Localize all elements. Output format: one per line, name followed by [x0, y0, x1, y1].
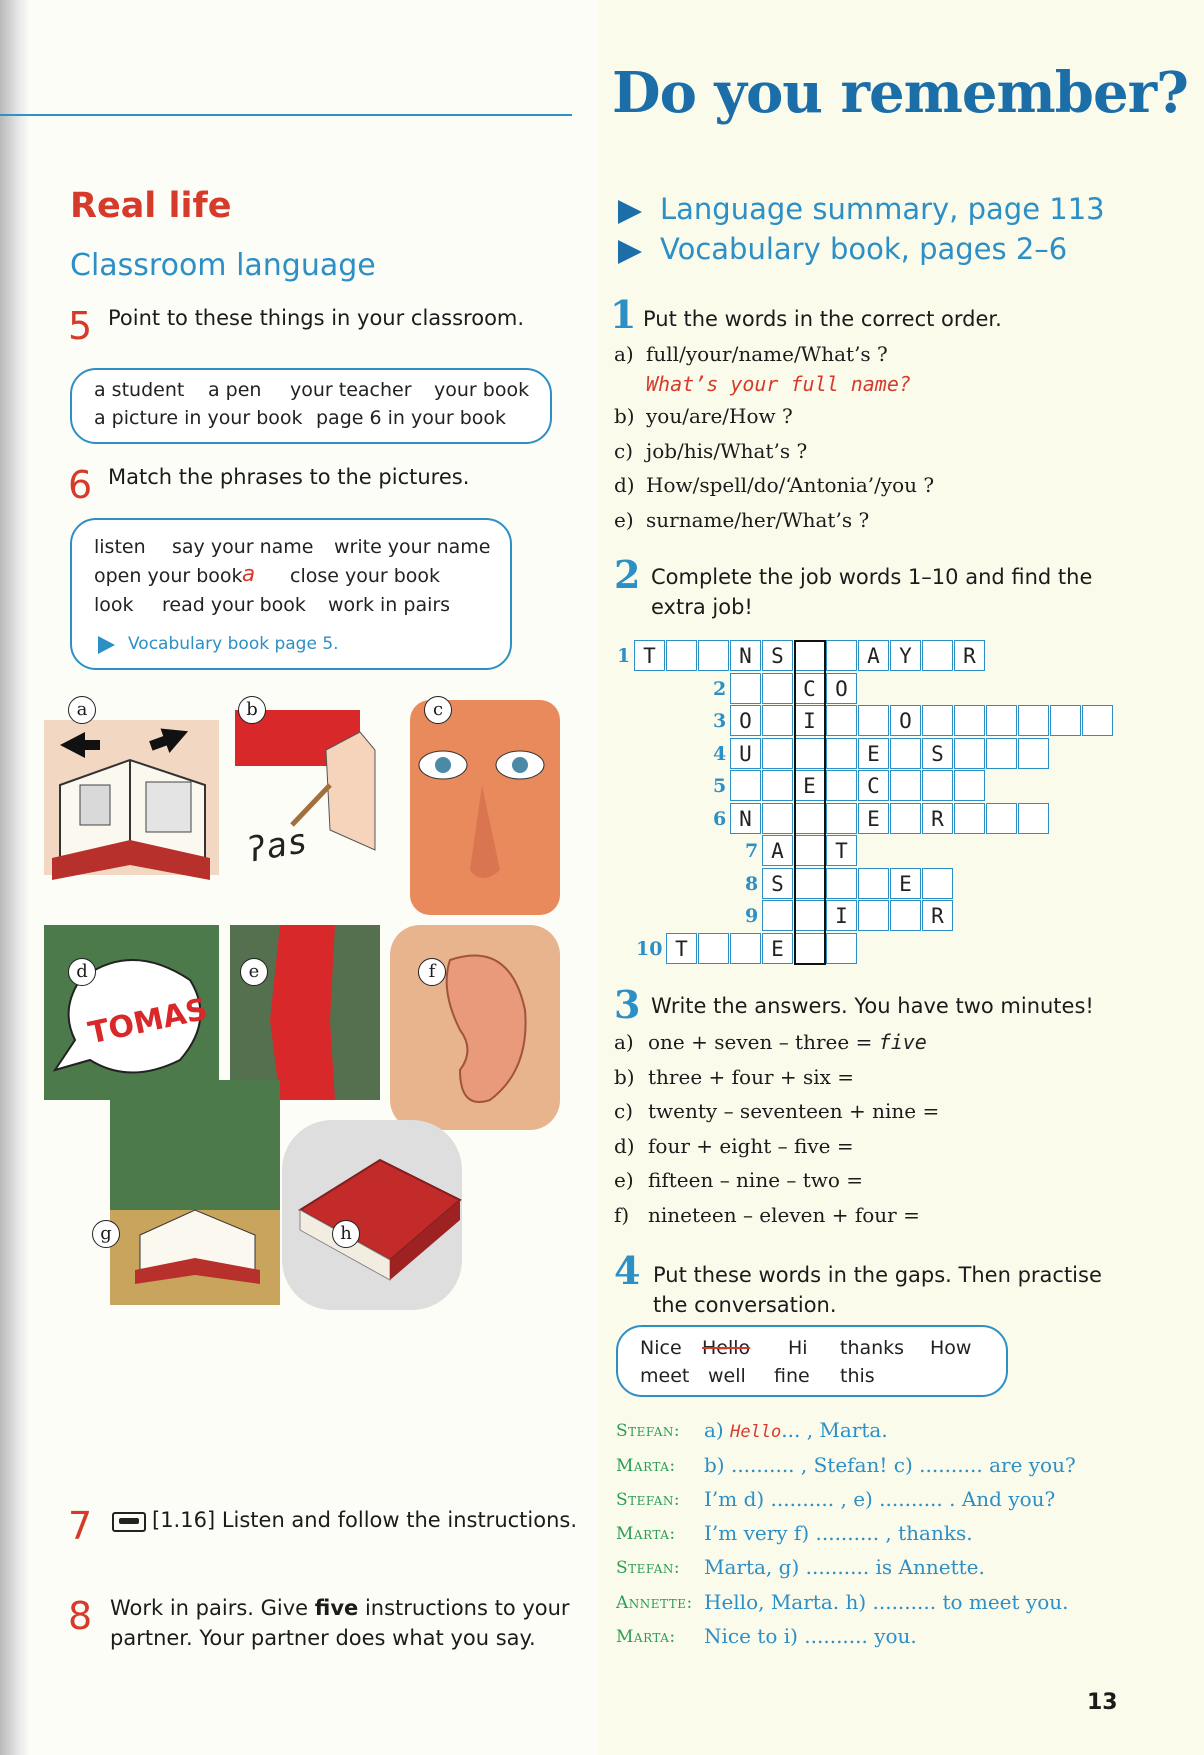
- dialogue-speaker: Marta:: [616, 1456, 676, 1476]
- ex3-item-label: f): [614, 1203, 630, 1227]
- word-box-item: Hi: [788, 1337, 808, 1359]
- crossword-cell[interactable]: T: [826, 835, 857, 866]
- ex3-item-text: twenty – seventeen + nine =: [648, 1099, 940, 1123]
- exercise-6-instruction: Match the phrases to the pictures.: [108, 465, 470, 489]
- crossword-cell[interactable]: [1082, 705, 1113, 736]
- picture-d-speech-bubble-icon: [44, 925, 219, 1100]
- exercise-5-instruction: Point to these things in your classroom.: [108, 306, 525, 330]
- crossword-cell[interactable]: [954, 803, 985, 834]
- speech-bubble-text: TOMAS: [85, 992, 211, 1052]
- crossword-cell[interactable]: [890, 900, 921, 931]
- crossword-cell[interactable]: R: [922, 803, 953, 834]
- pictures-illustrations: [30, 690, 570, 1370]
- crossword-cell[interactable]: C: [794, 673, 825, 704]
- ex1-item-text: How/spell/do/‘Antonia’/you ?: [646, 473, 935, 497]
- crossword-cell[interactable]: [986, 705, 1017, 736]
- dialogue-line: b) .......... , Stefan! c) .......... are you?: [704, 1453, 1076, 1477]
- ex3-item-label: c): [614, 1099, 634, 1123]
- ex1-item-label: b): [614, 404, 635, 428]
- word-box-item: look: [94, 594, 134, 616]
- crossword-cell[interactable]: I: [794, 705, 825, 736]
- section-title: Real life: [70, 186, 232, 226]
- exercise-6-word-box: [70, 518, 512, 670]
- picture-a-open-book-icon: [44, 720, 219, 880]
- crossword-cell[interactable]: S: [762, 640, 793, 671]
- exercise-4-word-box: [616, 1325, 1008, 1397]
- crossword-cell[interactable]: [922, 770, 953, 801]
- crossword-cell[interactable]: [826, 738, 857, 769]
- ex3-handwritten-answer: five: [878, 1030, 927, 1054]
- crossword-cell[interactable]: [922, 640, 953, 671]
- dialogue-speaker: Marta:: [616, 1627, 676, 1647]
- word-box-item: your teacher: [290, 379, 412, 401]
- crossword-cell[interactable]: N: [730, 640, 761, 671]
- word-box-item: Nice: [640, 1337, 682, 1359]
- word-box-item: write your name: [334, 536, 491, 558]
- crossword-cell[interactable]: [1050, 705, 1081, 736]
- ex1-item-label: a): [614, 342, 634, 366]
- crossword-row-number: 2: [713, 677, 727, 700]
- crossword-row-number: 7: [745, 840, 759, 862]
- picture-label: b: [238, 696, 266, 724]
- crossword-cell[interactable]: A: [858, 640, 889, 671]
- word-box-item: read your book: [162, 594, 306, 616]
- ex1-item-text: surname/her/What’s ?: [646, 508, 870, 532]
- dialogue-speaker: Annette:: [616, 1593, 693, 1613]
- picture-label: d: [68, 958, 96, 986]
- crossword-cell[interactable]: [954, 738, 985, 769]
- crossword-cell[interactable]: Y: [890, 640, 921, 671]
- crossword-cell[interactable]: [922, 705, 953, 736]
- exercise-6-number: 6: [68, 463, 93, 507]
- exercise-7-number: 7: [68, 1504, 93, 1548]
- crossword-cell[interactable]: [890, 738, 921, 769]
- word-box-item: say your name: [172, 536, 314, 558]
- crossword-cell[interactable]: [730, 933, 761, 964]
- crossword-cell[interactable]: O: [826, 673, 857, 704]
- crossword-cell[interactable]: [762, 900, 793, 931]
- picture-g-reading-icon: [110, 1080, 280, 1305]
- ex3-item-label: d): [614, 1134, 635, 1158]
- crossword-cell[interactable]: [826, 933, 857, 964]
- ex1-item-label: c): [614, 439, 634, 463]
- crossword-cell[interactable]: [954, 770, 985, 801]
- crossword-row-number: 8: [745, 872, 759, 895]
- crossword-cell[interactable]: N: [730, 803, 761, 834]
- picture-c-face-icon: [410, 700, 560, 915]
- crossword-cell[interactable]: [858, 868, 889, 899]
- exercise-3-instruction: Write the answers. You have two minutes!: [651, 994, 1094, 1018]
- audio-cassette-icon: [112, 1512, 146, 1532]
- crossword-cell[interactable]: [698, 933, 729, 964]
- exercise-1-number: 1: [610, 292, 637, 337]
- crossword-row-number: 5: [713, 775, 727, 797]
- dialogue-line: I’m d) .......... , e) .......... . And you?: [704, 1487, 1056, 1511]
- picture-label: c: [424, 696, 452, 724]
- handwritten-answer-a: a: [242, 562, 256, 587]
- picture-e-mouth-icon: [230, 925, 380, 1100]
- picture-label: e: [240, 958, 268, 986]
- section-subtitle: Classroom language: [70, 248, 376, 283]
- crossword-extra-job-column: [794, 640, 826, 965]
- crossword-cell[interactable]: [762, 705, 793, 736]
- play-arrow-icon: [98, 636, 115, 654]
- crossword-cell[interactable]: E: [858, 803, 889, 834]
- word-box-item: a picture in your book: [94, 407, 303, 429]
- exercise-2-instruction: Complete the job words 1–10 and find the: [651, 565, 1093, 589]
- crossword-cell[interactable]: T: [634, 640, 665, 671]
- crossword-cell[interactable]: I: [826, 900, 857, 931]
- picture-label: g: [92, 1220, 120, 1248]
- word-box-item: meet: [640, 1365, 690, 1387]
- crossword-cell[interactable]: R: [922, 900, 953, 931]
- page-gutter-shadow: [0, 0, 30, 1755]
- word-box-item: page 6 in your book: [316, 407, 507, 429]
- word-box-item: well: [708, 1365, 746, 1387]
- handwriting-sample: ʔas: [243, 820, 311, 871]
- exercise-2-number: 2: [614, 552, 641, 597]
- crossword-cell[interactable]: R: [954, 640, 985, 671]
- crossword-cell[interactable]: [986, 803, 1017, 834]
- ex3-item-text: four + eight – five =: [648, 1134, 854, 1158]
- play-arrow-icon: [618, 200, 642, 224]
- ex3-item-label: b): [614, 1065, 635, 1089]
- crossword-cell[interactable]: [922, 868, 953, 899]
- word-box-item: your book: [434, 379, 530, 401]
- dialogue-handwritten-answer: Hello: [730, 1422, 782, 1442]
- crossword-cell[interactable]: E: [890, 868, 921, 899]
- crossword-cell[interactable]: [1018, 738, 1049, 769]
- crossword-cell[interactable]: S: [762, 868, 793, 899]
- crossword-cell[interactable]: [762, 770, 793, 801]
- crossword-cell[interactable]: S: [922, 738, 953, 769]
- crossword-row-number: 9: [745, 905, 759, 927]
- crossword-cell[interactable]: [762, 673, 793, 704]
- word-box-item: a pen: [208, 379, 262, 401]
- header-rule: [0, 114, 572, 116]
- picture-label: a: [68, 696, 96, 724]
- crossword-cell[interactable]: C: [858, 770, 889, 801]
- dialogue-speaker: Stefan:: [616, 1490, 681, 1510]
- dialogue-speaker: Marta:: [616, 1524, 676, 1544]
- ex1-item-text: full/your/name/What’s ?: [646, 342, 888, 366]
- crossword-cell[interactable]: [826, 803, 857, 834]
- exercise-2-instruction-line-2: extra job!: [651, 595, 753, 619]
- picture-label: f: [418, 958, 446, 986]
- crossword-row-number: 4: [713, 742, 727, 765]
- word-box-item: How: [930, 1337, 972, 1359]
- word-box-item: a student: [94, 379, 185, 401]
- ex3-item-label: e): [614, 1168, 634, 1192]
- crossword-cell[interactable]: E: [794, 770, 825, 801]
- dialogue-line: Hello, Marta. h) .......... to meet you.: [704, 1590, 1069, 1614]
- crossword-cell[interactable]: [1018, 803, 1049, 834]
- exercise-4-instruction: Put these words in the gaps. Then practise: [653, 1263, 1102, 1287]
- play-arrow-icon: [618, 240, 642, 264]
- crossword-cell[interactable]: [1018, 705, 1049, 736]
- exercise-4-number: 4: [614, 1248, 641, 1293]
- exercise-5-number: 5: [68, 304, 93, 348]
- crossword-cell[interactable]: A: [762, 835, 793, 866]
- crossword-cell[interactable]: [762, 803, 793, 834]
- exercise-3-number: 3: [614, 982, 641, 1027]
- crossword-cell[interactable]: [826, 770, 857, 801]
- dialogue-speaker: Stefan:: [616, 1558, 681, 1578]
- ex3-item-text: one + seven – three = five: [648, 1030, 927, 1054]
- crossword-cell[interactable]: [730, 770, 761, 801]
- exercise-1-instruction: Put the words in the correct order.: [643, 307, 1002, 331]
- crossword-cell[interactable]: [762, 738, 793, 769]
- language-summary-link[interactable]: Language summary, page 113: [660, 192, 1105, 226]
- crossword-cell[interactable]: T: [666, 933, 697, 964]
- ex3-item-text: three + four + six =: [648, 1065, 855, 1089]
- ex1-handwritten-answer: What’s your full name?: [646, 372, 911, 396]
- word-box-item: open your book: [94, 565, 243, 587]
- ex1-item-text: you/are/How ?: [646, 404, 793, 428]
- word-box-item: work in pairs: [328, 594, 451, 616]
- crossword-row-number: 1: [617, 645, 631, 667]
- crossword-cell[interactable]: [826, 868, 857, 899]
- crossword-cell[interactable]: U: [730, 738, 761, 769]
- crossword-cell[interactable]: [826, 640, 857, 671]
- exercise-4-instruction-line-2: the conversation.: [653, 1293, 837, 1317]
- crossword-cell[interactable]: [890, 803, 921, 834]
- crossword-cell[interactable]: [858, 705, 889, 736]
- exercise-8-number: 8: [68, 1594, 93, 1638]
- page-title: Do you remember?: [612, 60, 1188, 126]
- exercise-7-instruction: [1.16] Listen and follow the instructions.: [152, 1508, 578, 1532]
- crossword-cell[interactable]: E: [858, 738, 889, 769]
- exercise-8-instruction: Work in pairs. Give five instructions to your: [110, 1596, 570, 1620]
- word-box-item: listen: [94, 536, 146, 558]
- crossword-row-number: 6: [713, 807, 727, 830]
- ex1-item-text: job/his/What’s ?: [646, 439, 808, 463]
- word-box-item-crossed: Hello: [702, 1337, 751, 1359]
- ex1-item-label: d): [614, 473, 635, 497]
- dialogue-line: I’m very f) .......... , thanks.: [704, 1521, 973, 1545]
- exercise-5-word-box: [70, 368, 552, 444]
- dialogue-line: a) Hello... , Marta.: [704, 1418, 888, 1442]
- exercise-8-instruction-line-2: partner. Your partner does what you say.: [110, 1626, 536, 1650]
- dialogue-speaker: Stefan:: [616, 1421, 681, 1441]
- crossword-row-number: 3: [713, 710, 727, 732]
- dialogue-line: Marta, g) .......... is Annette.: [704, 1555, 985, 1579]
- picture-f-ear-icon: [390, 925, 560, 1130]
- ex3-item-text: fifteen – nine – two =: [648, 1168, 864, 1192]
- vocabulary-link[interactable]: Vocabulary book page 5.: [128, 634, 339, 654]
- crossword-cell[interactable]: [986, 738, 1017, 769]
- crossword-cell[interactable]: E: [762, 933, 793, 964]
- crossword-cell[interactable]: [858, 900, 889, 931]
- word-box-item: this: [840, 1365, 875, 1387]
- picture-label: h: [332, 1220, 360, 1248]
- ex3-item-label: a): [614, 1030, 634, 1054]
- word-box-item: close your book: [290, 565, 441, 587]
- crossword-cell[interactable]: [954, 705, 985, 736]
- vocabulary-book-link[interactable]: Vocabulary book, pages 2–6: [660, 232, 1068, 266]
- page-number: 13: [1087, 1690, 1118, 1715]
- crossword-cell[interactable]: [826, 705, 857, 736]
- ex1-item-label: e): [614, 508, 634, 532]
- ex3-item-text: nineteen – eleven + four =: [648, 1203, 920, 1227]
- crossword-cell[interactable]: [698, 640, 729, 671]
- dialogue-line: Nice to i) .......... you.: [704, 1624, 917, 1648]
- picture-h-closed-book-icon: [282, 1120, 462, 1310]
- crossword-cell[interactable]: [730, 673, 761, 704]
- crossword-cell[interactable]: O: [890, 705, 921, 736]
- crossword-cell[interactable]: O: [730, 705, 761, 736]
- word-box-item: fine: [774, 1365, 810, 1387]
- word-box-item: thanks: [840, 1337, 905, 1359]
- crossword-row-number: 10: [636, 937, 663, 960]
- crossword-cell[interactable]: [666, 640, 697, 671]
- crossword-cell[interactable]: [890, 770, 921, 801]
- picture-b-writing-icon: [235, 710, 375, 871]
